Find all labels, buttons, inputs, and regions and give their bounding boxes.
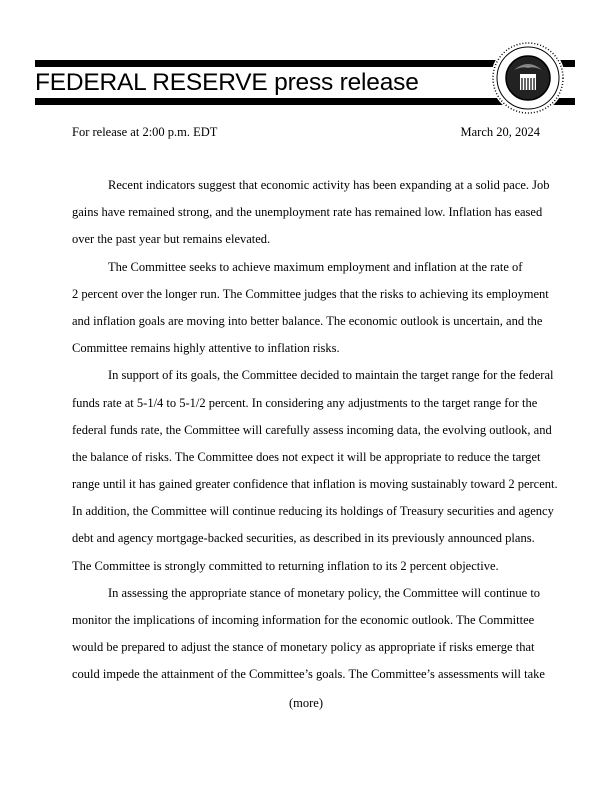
- text-line: gains have remained strong, and the unemployment rate has remained low. Inflation has eased: [72, 205, 543, 220]
- text-line: 2 percent over the longer run. The Committee judges that the risks to achieving its employment: [72, 286, 549, 301]
- text-line: the balance of risks. The Committee does not expect it will be appropriate to reduce the target: [72, 449, 541, 464]
- text-line: The Committee seeks to achieve maximum employment and inflation at the rate of: [108, 259, 523, 274]
- federal-reserve-seal-icon: [490, 40, 566, 116]
- text-line: over the past year but remains elevated.: [72, 232, 271, 247]
- text-line: could impede the attainment of the Committee’s goals. The Committee’s assessments will take: [72, 667, 545, 682]
- press-release-body: [72, 172, 558, 689]
- text-line: funds rate at 5-1/4 to 5-1/2 percent. In considering any adjustments to the target range for the: [72, 395, 538, 410]
- text-line: In addition, the Committee will continue reducing its holdings of Treasury securities and agency: [72, 504, 554, 519]
- text-line: monitor the implications of incoming information for the economic outlook. The Committee: [72, 613, 535, 627]
- press-release-title: FEDERAL RESERVE press release: [35, 69, 419, 96]
- release-date: March 20, 2024: [460, 125, 540, 139]
- text-line: and inflation goals are moving into better balance. The economic outlook is uncertain, and the: [72, 313, 543, 328]
- text-line: Recent indicators suggest that economic activity has been expanding at a solid pace. Job: [108, 178, 550, 192]
- text-line: Committee remains highly attentive to inflation risks.: [72, 341, 340, 356]
- text-line: In assessing the appropriate stance of monetary policy, the Committee will continue to: [108, 585, 541, 600]
- continued-marker: (more): [288, 696, 323, 710]
- text-line: debt and agency mortgage-backed securities, as described in its previously announced plans.: [72, 531, 535, 546]
- text-line: range until it has gained greater confidence that inflation is moving sustainably toward 2 percent.: [72, 477, 558, 492]
- release-time: For release at 2:00 p.m. EDT: [72, 125, 218, 139]
- paragraph: [72, 362, 558, 580]
- paragraph: [72, 172, 550, 254]
- text-line: In support of its goals, the Committee decided to maintain the target range for the federal: [108, 368, 554, 383]
- text-line: federal funds rate, the Committee will carefully assess incoming data, the evolving outlook, and: [72, 422, 552, 437]
- text-line: would be prepared to adjust the stance of monetary policy as appropriate if risks emerge that: [72, 640, 535, 655]
- text-line: The Committee is strongly committed to returning inflation to its 2 percent objective.: [72, 558, 499, 573]
- paragraph: [72, 580, 545, 689]
- paragraph: [72, 254, 549, 363]
